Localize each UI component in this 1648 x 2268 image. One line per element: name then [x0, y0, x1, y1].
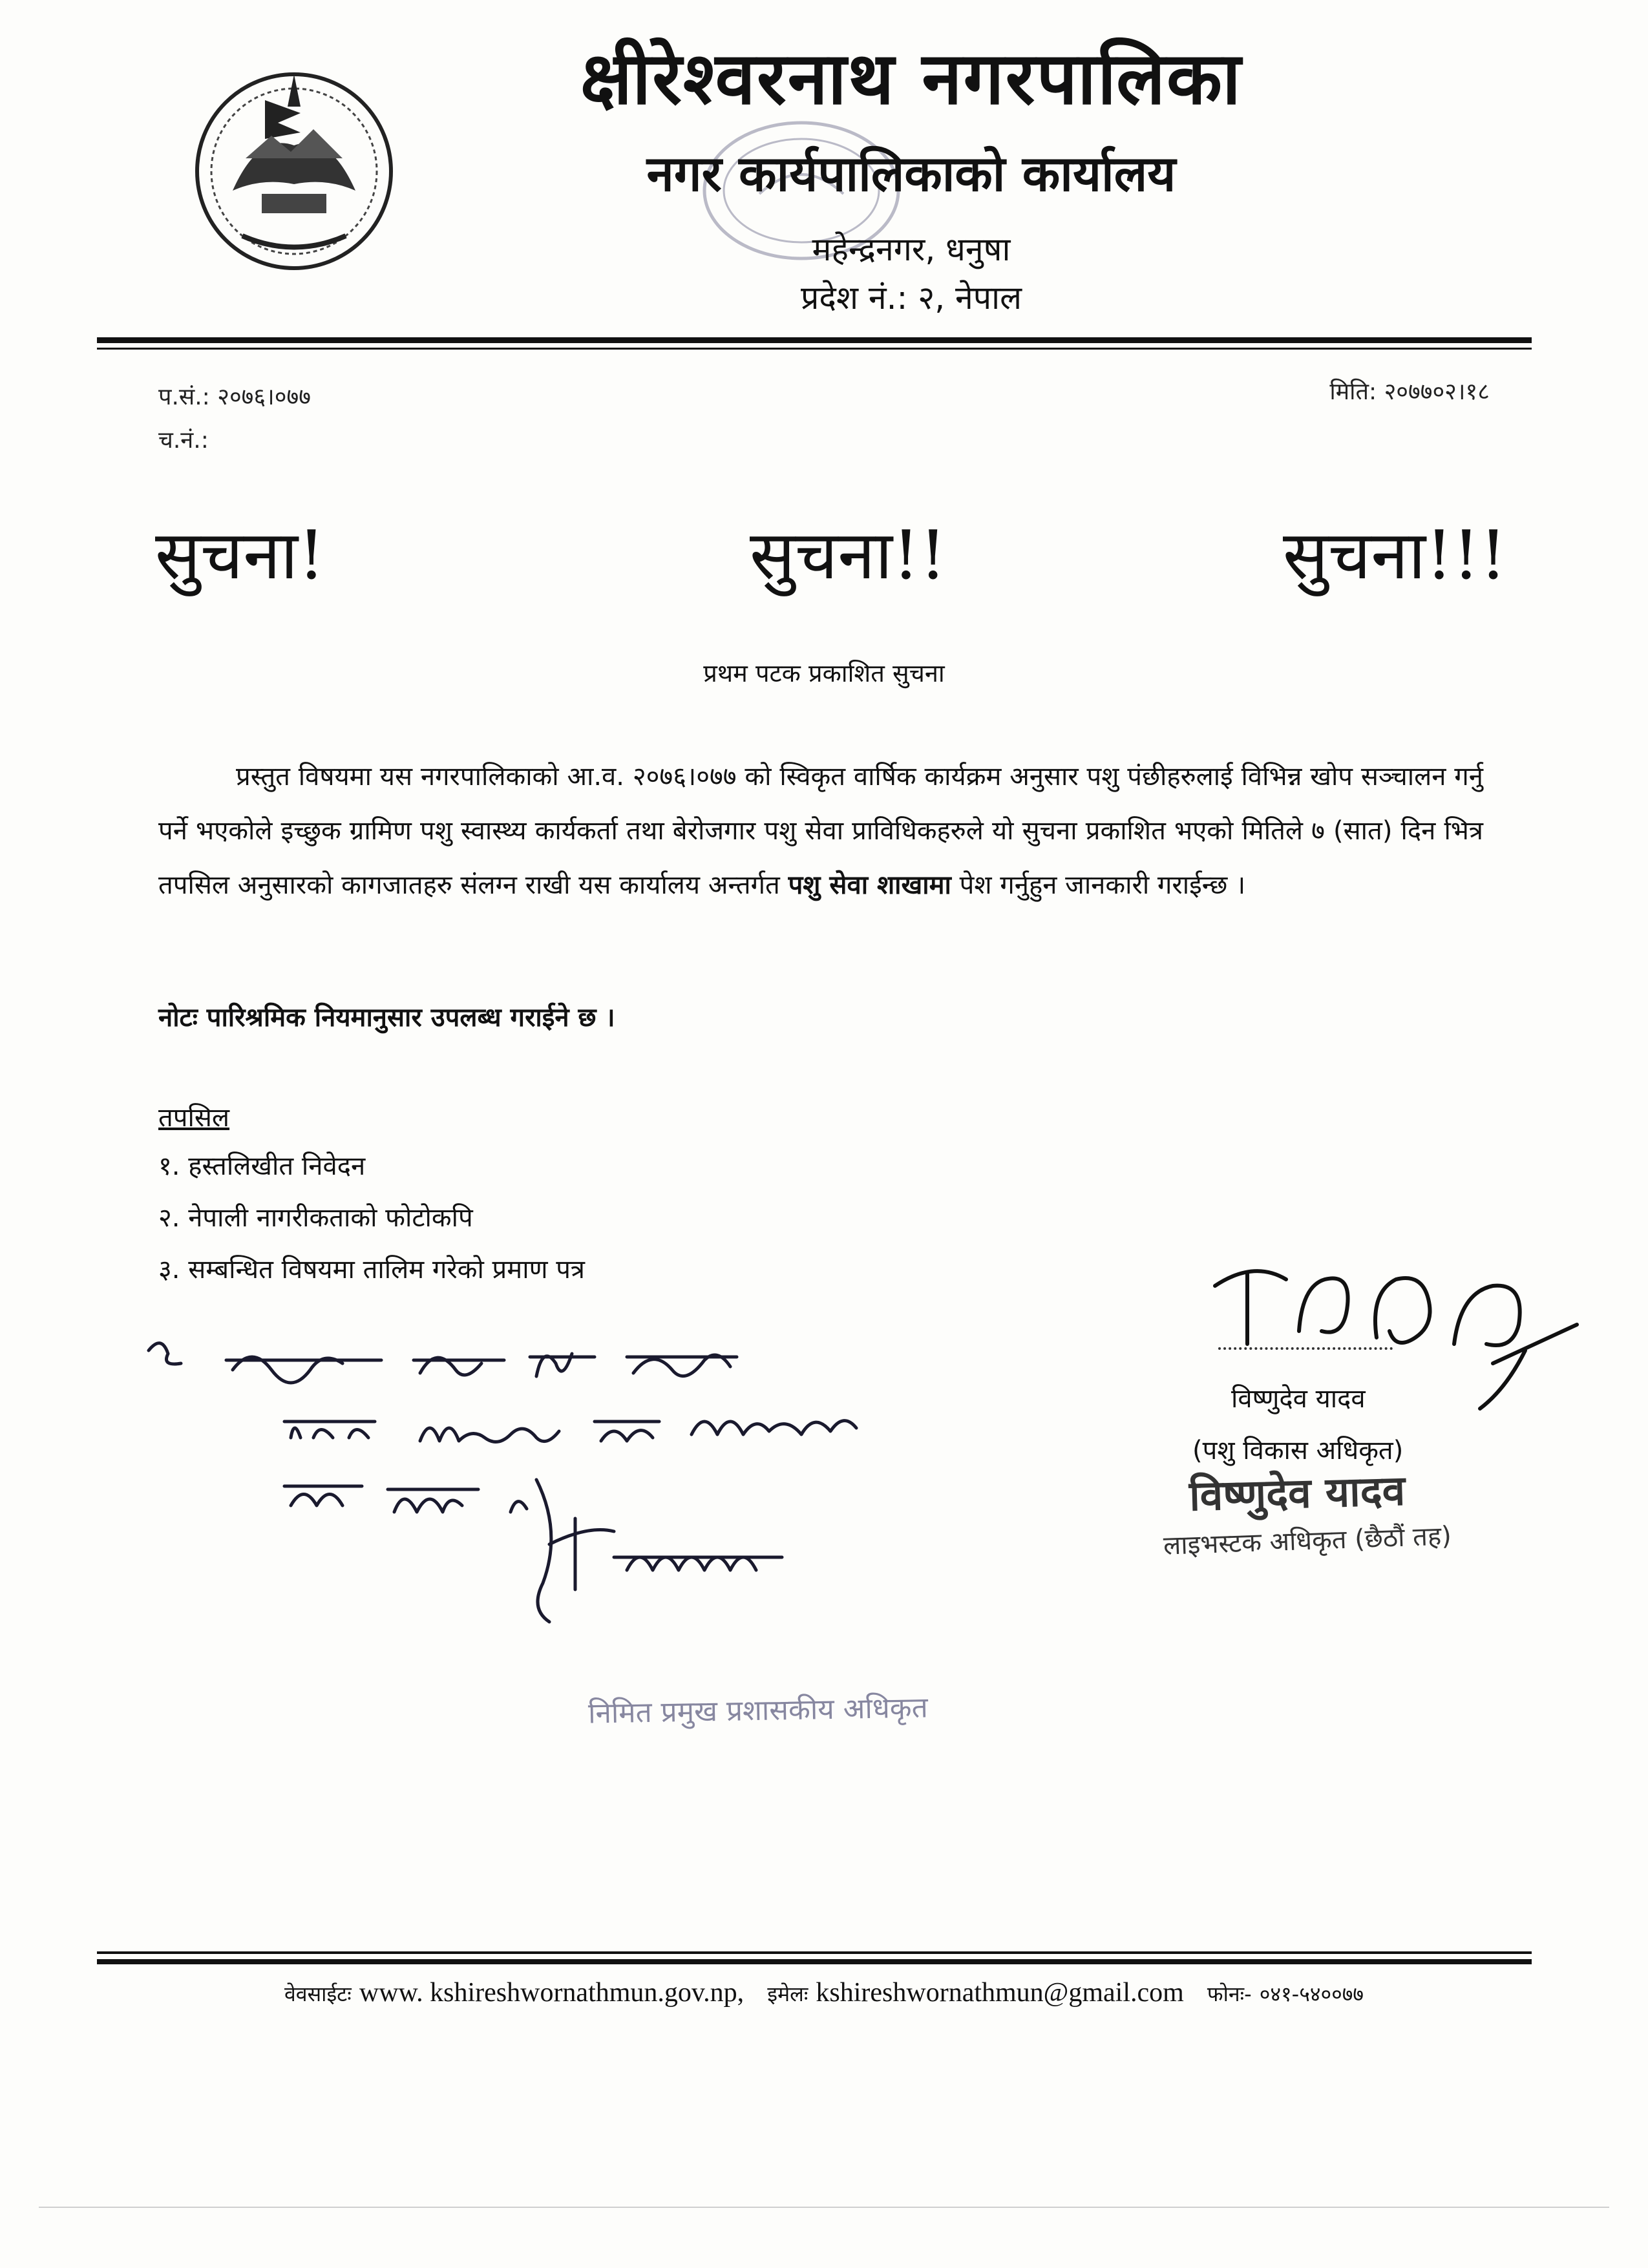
- chief-administrative-officer-stamp: निमित प्रमुख प्रशासकीय अधिकृत: [587, 1691, 929, 1730]
- dispatch-number: च.नं.:: [158, 427, 209, 454]
- body-text-bold: पशु सेवा शाखामा: [788, 870, 951, 900]
- phone-number: ०४१-५४००७७: [1259, 1982, 1364, 2006]
- phone-label: फोनः-: [1207, 1982, 1252, 2006]
- list-item: १. हस्तलिखीत निवेदन: [158, 1151, 366, 1181]
- footer-divider-thick: [97, 1959, 1532, 1964]
- email-label: इमेलः: [767, 1982, 808, 2006]
- list-item: ३. सम्बन्धित विषयमा तालिम गरेको प्रमाण पत्र: [158, 1255, 586, 1285]
- office-name: नगर कार्यपालिकाको कार्यालय: [646, 145, 1176, 202]
- letter-reference-number: प.सं.: २०७६।०७७: [158, 384, 311, 410]
- footer-divider-thin: [97, 1951, 1532, 1954]
- header-divider-thick: [97, 337, 1532, 343]
- notice-heading-1: सुचना!: [155, 516, 325, 594]
- notice-body-paragraph: [158, 750, 1483, 912]
- notice-subheading: प्रथम पटक प्रकाशित सुचना: [703, 659, 945, 688]
- officer-title: (पशु विकास अधिकृत): [1192, 1436, 1404, 1465]
- officer-stamp-name: विष्णुदेव यादव: [1188, 1467, 1406, 1521]
- organization-name: क्षीरेश्वरनाथ नगरपालिका: [580, 37, 1243, 121]
- remuneration-note: नोटः पारिश्रमिक नियमानुसार उपलब्ध गराईने छ ।: [158, 1003, 615, 1033]
- officer-stamp-title: लाइभस्टक अधिकृत (छैठौं तह): [1163, 1521, 1452, 1561]
- letter-date: मिति: २०७७०२।१८: [1329, 379, 1490, 405]
- body-text-part-1: प्रस्तुत विषयमा यस नगरपालिकाको आ.व. २०७६।०७७ को स्विकृत वार्षिक कार्यक्रम अनुसार पशु पंछीहरुलाई विभिन्न खोप सञ्चालन गर्नु पर्ने भएकोले इच्छुक ग्रामिण पशु स्वास्थ्य कार्यकर्ता तथा बेरोजगार पशु सेवा प्राविधिकहरुले यो सुचना प्रकाशित भएको मितिले ७ (सात) दिन भित्र तपसिल अनुसारको कागजातहरु संलग्न राखी यस कार्यालय अन्तर्गत: [158, 762, 1483, 900]
- address-line-district: महेन्द्रनगर, धनुषा: [812, 231, 1011, 268]
- handwritten-endorsement: [136, 1325, 976, 1738]
- body-text-part-2: पेश गर्नुहुन जानकारी गराईन्छ ।: [959, 870, 1246, 900]
- list-item: २. नेपाली नागरीकताको फोटोकपि: [158, 1203, 473, 1233]
- attachments-list-title: तपसिल: [158, 1103, 230, 1133]
- footer-contact-line: [0, 1977, 1648, 2008]
- scan-edge-line: [39, 2207, 1609, 2208]
- signature-line: [1218, 1347, 1393, 1350]
- email-link[interactable]: kshireshwornathmun@gmail.com: [816, 1978, 1184, 2008]
- website-label: वेवसाईटः: [284, 1982, 352, 2006]
- header-divider-thin: [97, 348, 1532, 350]
- address-line-province: प्रदेश नं.: २, नेपाल: [800, 279, 1022, 317]
- officer-name: विष्णुदेव यादव: [1231, 1384, 1366, 1414]
- website-link[interactable]: www. kshireshwornathmun.gov.np,: [359, 1978, 745, 2008]
- notice-heading-3: सुचना!!!: [1283, 516, 1507, 594]
- notice-heading-2: सुचना!!: [750, 516, 947, 594]
